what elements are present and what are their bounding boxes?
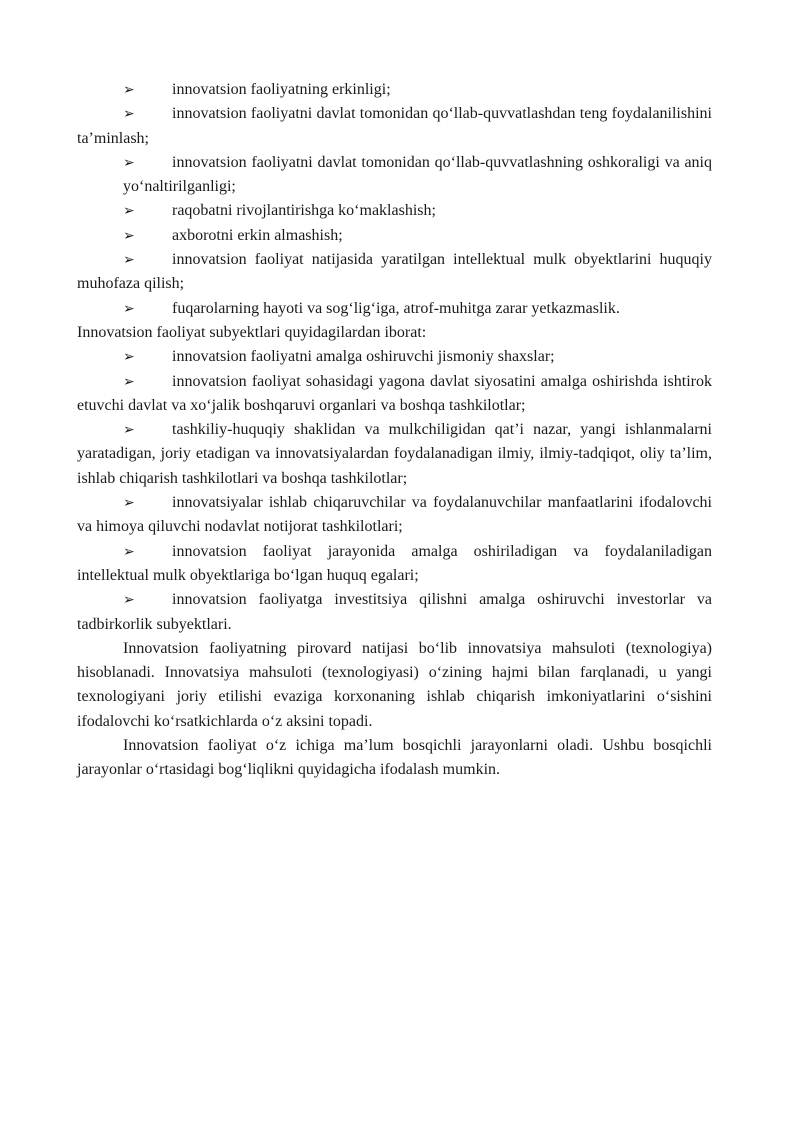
arrow-bullet-icon: ➢: [123, 106, 135, 123]
list-item-text: innovatsion faoliyatni davlat tomonidan qo‘llab-quvvatlashning oshkoraligi va aniq yo‘naltirilganligi;: [123, 153, 712, 196]
list-item-text: raqobatni rivojlantirishga ko‘maklashish;: [172, 202, 436, 220]
arrow-bullet-icon: ➢: [123, 373, 135, 390]
arrow-bullet-icon: ➢: [123, 300, 135, 317]
arrow-bullet-icon: ➢: [123, 543, 135, 560]
arrow-bullet-icon: ➢: [123, 227, 135, 244]
list-item: [77, 248, 712, 297]
list-item: [77, 151, 712, 200]
list-item-text: innovatsion faoliyat natijasida yaratilgan intellektual mulk obyektlarini huquqiy muhofaza qilish;: [77, 251, 712, 293]
arrow-bullet-icon: ➢: [123, 349, 135, 366]
arrow-bullet-icon: ➢: [123, 422, 135, 439]
paragraph-result: Innovatsion faoliyatning pirovard natijasi bo‘lib innovatsiya mahsuloti (texnologiya) hisoblanadi. Innovatsiya mahsuloti (texnologiyasi) o‘zining hajmi bilan farqlanadi, u yangi texnologiyani joriy etilishi evaziga korxonaning ishlab chiqarish imkoniyatlarini o‘sishini ifodalovchi ko‘rsatkichlarda o‘z aksini topadi.: [77, 639, 712, 730]
arrow-bullet-icon: ➢: [123, 82, 135, 98]
list-item-text: innovatsion faoliyatni amalga oshiruvchi jismoniy shaxslar;: [172, 348, 555, 366]
list-item: [77, 102, 712, 151]
list-item-text: innovatsion faoliyatni davlat tomonidan qo‘llab-quvvatlashdan teng foydalanilishini ta’minlash;: [77, 105, 712, 147]
list-item-text: innovatsion faoliyatning erkinligi;: [172, 81, 391, 98]
list-item-text: innovatsion faoliyatga investitsiya qilishni amalga oshiruvchi investorlar va tadbirkorlik subyektlari.: [77, 591, 712, 633]
list-item-text: tashkiliy-huquqiy shaklidan va mulkchiligidan qat’i nazar, yangi ishlanmalarni yaratadigan, joriy etadigan va innovatsiyalardan foydalanadigan ilmiy, ilmiy-tadqiqot, oliy ta’lim, ishlab chiqarish tashkilotlari va boshqa tashkilotlar;: [77, 421, 712, 487]
list-item-text: axborotni erkin almashish;: [172, 226, 343, 244]
list-item-text: innovatsion faoliyat sohasidagi yagona davlat siyosatini amalga oshirishda ishtirok etuvchi davlat va xo‘jalik boshqaruvi organlari va boshqa tashkilotlar;: [77, 372, 712, 414]
list-item-text: innovatsiyalar ishlab chiqaruvchilar va foydalanuvchilar manfaatlarini ifodalovchi va himoya qiluvchi nodavlat notijorat tashkilotlari;: [77, 494, 712, 536]
subjects-intro: Innovatsion faoliyat subyektlari quyidagilardan iborat:: [77, 323, 427, 341]
paragraph-stages: Innovatsion faoliyat o‘z ichiga ma’lum bosqichli jarayonlarni oladi. Ushbu bosqichli jarayonlar o‘rtasidagi bog‘liqlikni quyidagicha ifodalash mumkin.: [77, 737, 712, 779]
list-item-text: fuqarolarning hayoti va sog‘lig‘iga, atrof-muhitga zarar yetkazmaslik.: [172, 299, 620, 317]
document-page: [77, 78, 712, 783]
list-item: [77, 345, 712, 369]
list-item: [77, 418, 712, 491]
list-item: [77, 297, 712, 321]
arrow-bullet-icon: ➢: [123, 203, 135, 220]
list-item: [77, 540, 712, 589]
list-item: [77, 78, 712, 102]
arrow-bullet-icon: ➢: [123, 592, 135, 609]
arrow-bullet-icon: ➢: [123, 252, 135, 269]
list-item: [77, 224, 712, 248]
arrow-bullet-icon: ➢: [123, 495, 135, 512]
list-item: [77, 370, 712, 419]
list-item: [77, 199, 712, 223]
list-item: [77, 588, 712, 637]
list-item-text: innovatsion faoliyat jarayonida amalga oshiriladigan va foydalaniladigan intellektual mulk obyektlariga bo‘lgan huquq egalari;: [77, 542, 712, 584]
arrow-bullet-icon: ➢: [123, 154, 135, 171]
list-item: [77, 491, 712, 540]
